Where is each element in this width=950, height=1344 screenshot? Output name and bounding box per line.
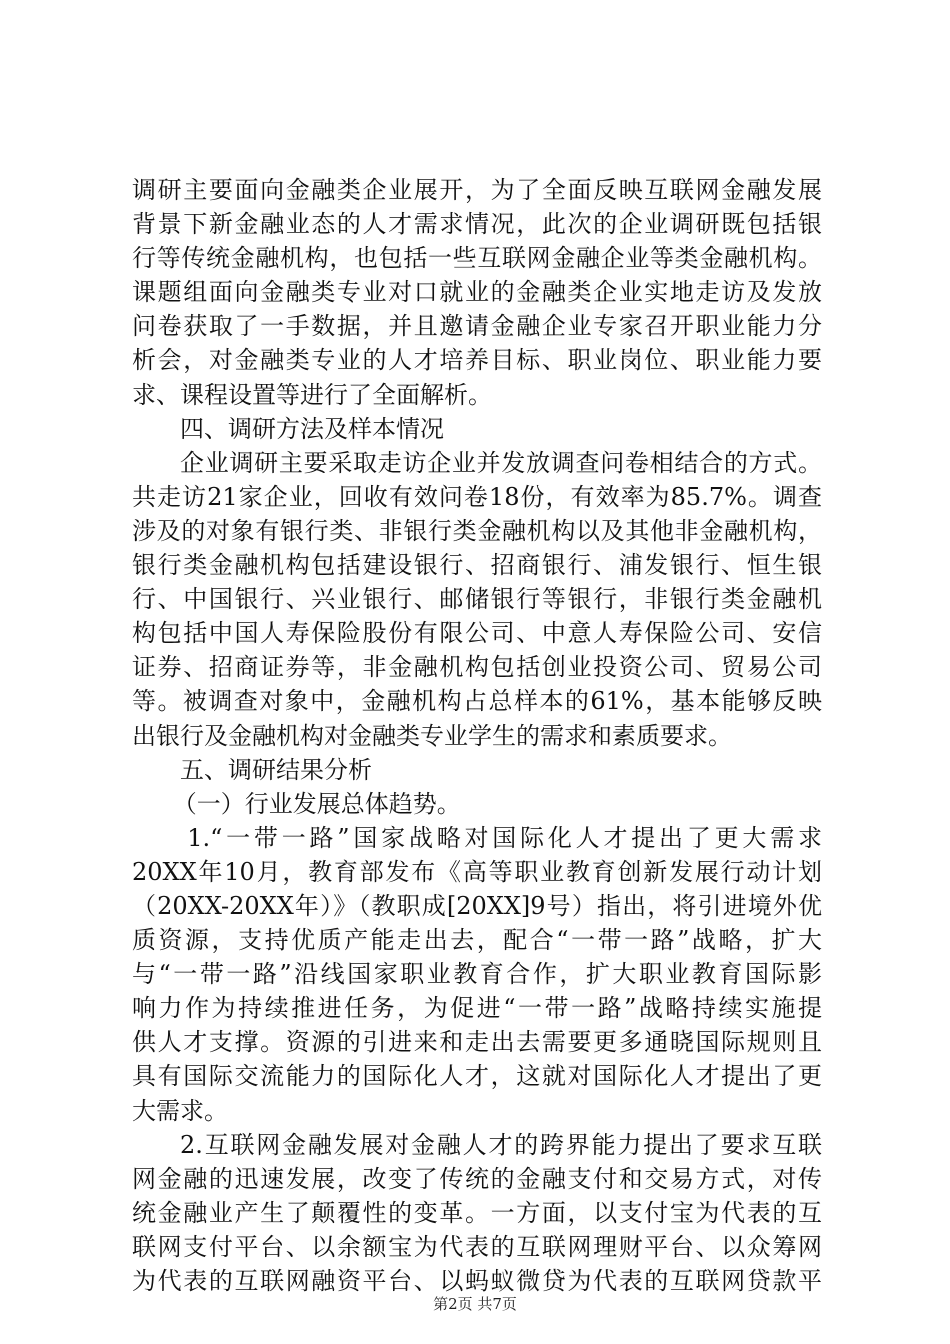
text-line: 银行类金融机构包括建设银行、招商银行、浦发银行、恒生银: [132, 551, 822, 580]
text-line: 具有国际交流能力的国际化人才，这就对国际化人才提出了更: [132, 1062, 822, 1091]
text-line: 出银行及金融机构对金融类专业学生的需求和素质要求。: [132, 721, 732, 750]
text-line: 行等传统金融机构，也包括一些互联网金融企业等类金融机构。: [132, 244, 822, 273]
text-line: 构包括中国人寿保险股份有限公司、中意人寿保险公司、安信: [132, 619, 822, 648]
text-line: 求、课程设置等进行了全面解析。: [132, 380, 492, 409]
text-line: 四、调研方法及样本情况: [180, 414, 444, 443]
text-line: 响力作为持续推进任务，为促进“一带一路”战略持续实施提: [132, 994, 822, 1023]
text-line: 2.互联网金融发展对金融人才的跨界能力提出了要求互联: [180, 1130, 822, 1159]
page-footer: 第2页 共7页: [433, 1295, 517, 1313]
text-line: 网金融的迅速发展，改变了传统的金融支付和交易方式，对传: [132, 1164, 822, 1193]
text-line: 课题组面向金融类专业对口就业的金融类企业实地走访及发放: [132, 278, 822, 307]
text-line: 行、中国银行、兴业银行、邮储银行等银行，非银行类金融机: [132, 585, 822, 614]
text-line: 与“一带一路”沿线国家职业教育合作，扩大职业教育国际影: [132, 960, 822, 989]
text-line: 企业调研主要采取走访企业并发放调查问卷相结合的方式。: [180, 448, 822, 477]
text-line: 调研主要面向金融类企业展开，为了全面反映互联网金融发展: [132, 176, 822, 204]
text-line: 共走访21家企业，回收有效问卷18份，有效率为85.7%。调查: [132, 482, 822, 511]
text-line: 联网支付平台、以余额宝为代表的互联网理财平台、以众筹网: [132, 1232, 822, 1261]
text-line: 1.“一带一路”国家战略对国际化人才提出了更大需求: [187, 823, 822, 852]
text-line: 析会，对金融类专业的人才培养目标、职业岗位、职业能力要: [132, 346, 822, 375]
text-line: （20XX-20XX年）》（教职成[20XX]9号）指出，将引进境外优: [132, 891, 822, 920]
text-line: 问卷获取了一手数据，并且邀请金融企业专家召开职业能力分: [132, 312, 822, 341]
text-line: 供人才支撑。资源的引进来和走出去需要更多通晓国际规则且: [132, 1028, 822, 1057]
text-line: 证券、招商证券等，非金融机构包括创业投资公司、贸易公司: [132, 653, 822, 682]
document-body: [132, 173, 822, 1298]
text-line: 五、调研结果分析: [180, 755, 372, 784]
text-line: 统金融业产生了颠覆性的变革。一方面，以支付宝为代表的互: [132, 1198, 822, 1227]
text-line: 背景下新金融业态的人才需求情况，此次的企业调研既包括银: [132, 210, 822, 239]
text-line: 20XX年10月，教育部发布《高等职业教育创新发展行动计划: [132, 857, 822, 886]
text-line: 为代表的互联网融资平台、以蚂蚁微贷为代表的互联网贷款平: [132, 1267, 822, 1295]
text-line: 涉及的对象有银行类、非银行类金融机构以及其他非金融机构，: [132, 516, 822, 545]
text-line: 大需求。: [132, 1096, 228, 1125]
text-line: 等。被调查对象中，金融机构占总样本的61%，基本能够反映: [132, 687, 822, 716]
text-line: （一）行业发展总体趋势。: [172, 789, 461, 818]
text-line: 质资源，支持优质产能走出去，配合“一带一路”战略，扩大: [132, 926, 822, 955]
